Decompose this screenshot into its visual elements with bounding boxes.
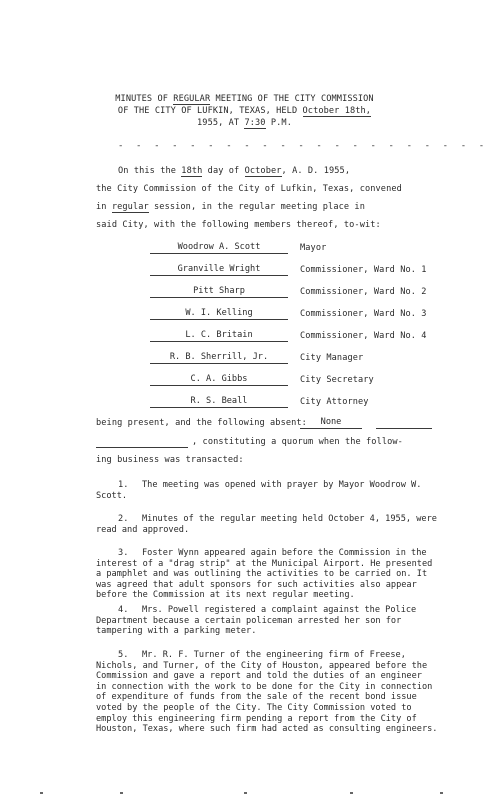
member-role: Commissioner, Ward No. 1	[300, 265, 427, 275]
absent-members: None	[300, 417, 362, 429]
item-number: 3.	[118, 548, 129, 558]
quorum-line-1: being present, and the following absent:	[96, 418, 313, 428]
quorum-line-2: , constituting a quorum when the follow-	[192, 437, 403, 447]
meeting-type: REGULAR	[173, 94, 211, 104]
scan-mark	[40, 792, 43, 794]
opening-line-4: said City, with the following members thereof, to-wit:	[96, 220, 381, 230]
scan-mark	[244, 792, 247, 794]
quorum-line-3: ing business was transacted:	[96, 455, 244, 465]
item-number: 2.	[118, 514, 129, 524]
member-name: C. A. Gibbs	[150, 374, 288, 386]
opening-line-1: On this the 18th day of October, A. D. 1955,	[118, 166, 351, 176]
opening-line-2: the City Commission of the City of Lufkin, Texas, convened	[96, 184, 402, 194]
opening-line-3: in regular session, in the regular meeting place in	[96, 202, 365, 212]
member-role: Commissioner, Ward No. 3	[300, 309, 427, 319]
member-name: R. S. Beall	[150, 396, 288, 408]
absent-blank	[376, 417, 432, 429]
item-number: 5.	[118, 650, 129, 660]
item-number: 4.	[118, 605, 129, 615]
scan-mark	[120, 792, 123, 794]
member-name: Granville Wright	[150, 264, 288, 276]
member-role: Mayor	[300, 243, 327, 253]
item-text: Foster Wynn appeared again before the Commission in the interest of a "drag strip" at the Municipal Airport. He presented a pamphlet and was outlining the activities to be carried on. It was agreed that adult sponsors for such activities also appear before the Commission at its next regular meeting.	[96, 548, 433, 601]
item-text: Minutes of the regular meeting held October 4, 1955, were read and approved.	[96, 514, 437, 535]
member-role: Commissioner, Ward No. 4	[300, 331, 427, 341]
absent-blank-2	[96, 436, 188, 448]
member-role: Commissioner, Ward No. 2	[300, 287, 427, 297]
member-name: W. I. Kelling	[150, 308, 288, 320]
item-text: Mrs. Powell registered a complaint against the Police Department because a certain policeman arrested her son for tampering with a parking meter.	[96, 605, 417, 637]
scan-edge-marks	[0, 792, 489, 800]
member-name: Pitt Sharp	[150, 286, 288, 298]
scan-mark	[350, 792, 353, 794]
item-text: The meeting was opened with prayer by Mayor Woodrow W. Scott.	[96, 480, 422, 501]
meeting-day: 18th	[181, 166, 203, 176]
header-line-3: 1955, AT 7:30 P.M.	[197, 118, 292, 128]
header-line-2: OF THE CITY OF LUFKIN, TEXAS, HELD October 18th,	[117, 106, 372, 116]
meeting-month: October	[244, 166, 282, 176]
header-line-1: MINUTES OF REGULAR MEETING OF THE CITY COMMISSION	[115, 94, 374, 104]
item-text: Mr. R. F. Turner of the engineering firm of Freese, Nichols, and Turner, of the City of Houston, appeared before the Commission and gave a report and told the duties of an engineer in connection with the work to be done for the City in connection of expenditure of funds from the sale of the recent bond issue voted by the people of the City. The City Commission voted to employ this engineering firm pending a report from the City of Houston, Texas, where such firm had acted as consulting engineers.	[96, 650, 438, 735]
meeting-date: October 18th,	[302, 106, 372, 116]
member-name: L. C. Britain	[150, 330, 288, 342]
scan-mark	[440, 792, 443, 794]
member-name: R. B. Sherrill, Jr.	[150, 352, 288, 364]
dashed-divider: - - - - - - - - - - - - - - - - - - - - -	[118, 141, 488, 151]
meeting-time: 7:30	[244, 118, 266, 128]
item-number: 1.	[118, 480, 129, 490]
session-type: regular	[111, 202, 149, 212]
member-role: City Secretary	[300, 375, 374, 385]
member-name: Woodrow A. Scott	[150, 242, 288, 254]
member-role: City Attorney	[300, 397, 369, 407]
member-role: City Manager	[300, 353, 364, 363]
